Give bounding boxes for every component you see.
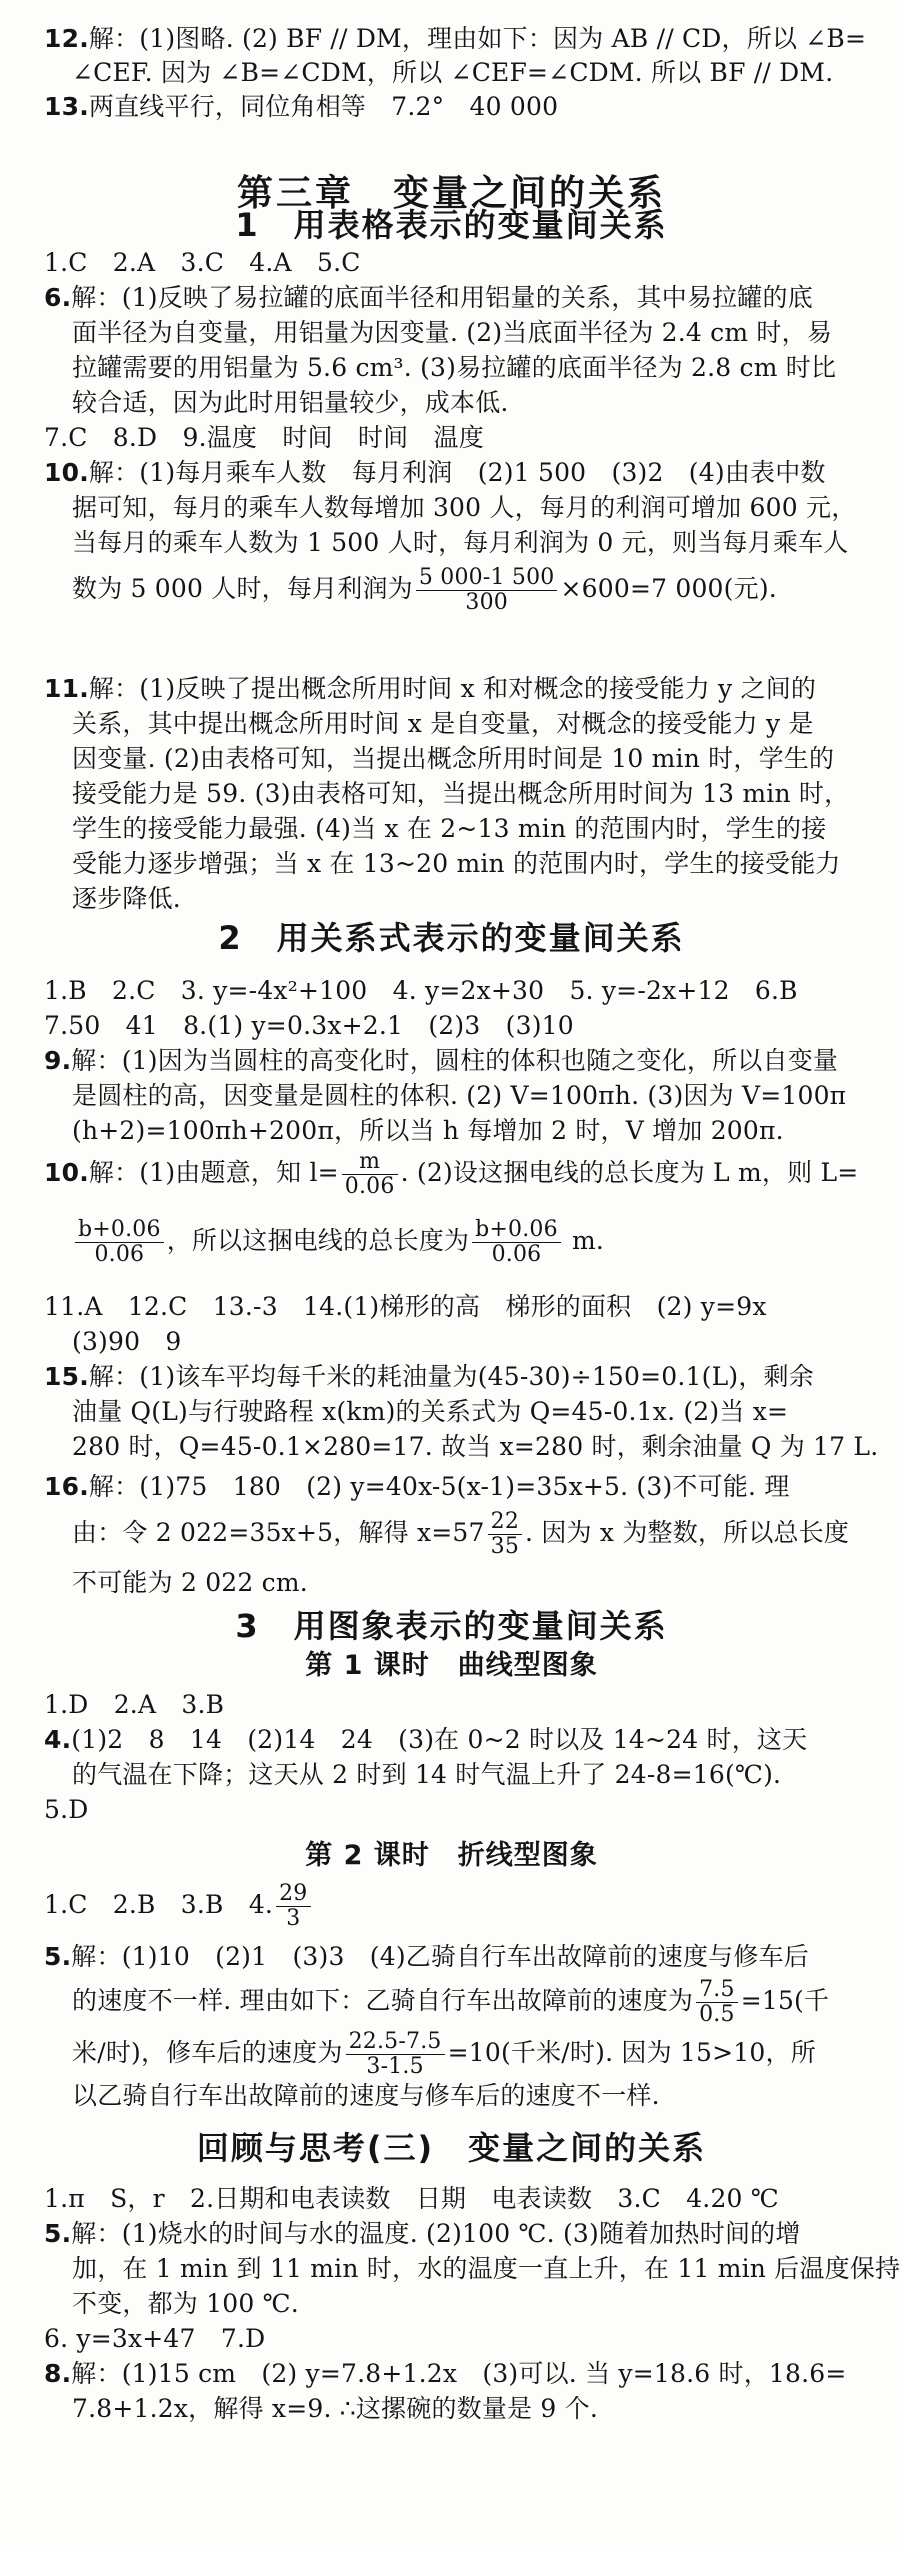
answer-line — [72, 526, 874, 560]
answer-text: 解：(1)反映了提出概念所用时间 x 和对概念的接受能力 y 之间的 — [88, 674, 817, 703]
answer-text: 关系，其中提出概念所用时间 x 是自变量，对概念的接受能力 y 是 — [72, 709, 814, 738]
question-number: 8. — [44, 2359, 72, 2388]
answer-line — [44, 1360, 874, 1394]
answer-text: 不变，都为 100 ℃. — [72, 2289, 299, 2318]
answer-line — [72, 1079, 874, 1113]
fraction-denominator: 0.06 — [344, 1174, 395, 1199]
answer-text: 解：(1)因为当圆柱的高变化时，圆柱的体积也随之变化，所以自变量 — [71, 1046, 839, 1075]
answer-text: 解：(1)图略. (2) BF // DM，理由如下：因为 AB // CD，所以 ∠B= — [88, 24, 867, 53]
answer-line — [72, 1758, 874, 1792]
answer-text: 解：(1)15 cm (2) y=7.8+1.2x (3)可以. 当 y=18.6 时，18.6= — [71, 2359, 847, 2388]
s2-q10-fraction-total — [472, 1218, 561, 1267]
answer-text: 据可知，每月的乘车人数每增加 300 人，每月的利润可增加 600 元， — [72, 493, 857, 522]
fraction-denominator: 0.5 — [699, 2002, 735, 2027]
answer-text: 拉罐需要的用铝量为 5.6 cm³. (3)易拉罐的底面半径为 2.8 cm 时比 — [72, 353, 837, 382]
answer-line — [44, 421, 874, 455]
lesson2-q5-text-post: =15(千 — [740, 1986, 830, 2015]
answer-line — [72, 2392, 874, 2426]
answer-line — [72, 316, 874, 350]
fraction-denominator: 0.06 — [94, 1242, 145, 1267]
chapter-title: 第三章 变量之间的关系 — [236, 173, 666, 214]
q10-fraction-denominator: 300 — [465, 590, 508, 615]
answer-line — [44, 1723, 874, 1757]
lesson2-q5b-text-post: =10(千米/时). 因为 15>10，所 — [447, 2038, 816, 2067]
s2-q16-text-post: . 因为 x 为整数，所以总长度 — [525, 1518, 850, 1547]
answer-line — [44, 974, 874, 1008]
answer-text: (h+2)=100πh+200π，所以当 h 每增加 2 时，V 增加 200π. — [72, 1116, 784, 1145]
answer-line — [44, 1290, 874, 1324]
lesson2-q5b-text-pre: 米/时)，修车后的速度为 — [72, 2038, 343, 2067]
s2-q16-line-2 — [72, 1510, 874, 1559]
s2-q10-text-pre: 解：(1)由题意，知 l= — [88, 1158, 339, 1187]
answer-text: 两直线平行，同位角相等 7.2° 40 000 — [88, 92, 559, 121]
question-number: 12. — [44, 24, 89, 53]
fraction-numerator: b+0.06 — [75, 1218, 164, 1243]
question-number: 5. — [44, 1942, 72, 1971]
question-number: 11. — [44, 674, 89, 703]
q10-text-post: ×600=7 000(元). — [560, 574, 777, 603]
answer-line — [72, 1325, 874, 1359]
answer-text: 解：(1)10 (2)1 (3)3 (4)乙骑自行车出故障前的速度与修车后 — [71, 1942, 809, 1971]
answer-text: 解：(1)烧水的时间与水的温度. (2)100 ℃. (3)随着加热时间的增 — [71, 2219, 801, 2248]
answer-text: 的气温在下降；这天从 2 时到 14 时气温上升了 24-8=16(℃). — [72, 1760, 782, 1789]
answer-text: 1.D 2.A 3.B — [44, 1690, 225, 1719]
lesson-title-1: 第 1 课时 曲线型图象 — [305, 1650, 598, 1681]
fraction-denominator: 0.06 — [491, 1242, 542, 1267]
s2-q10-text-post: . (2)设这捆电线的总长度为 L m，则 L= — [400, 1158, 859, 1187]
fraction-numerator: 7.5 — [696, 1978, 738, 2003]
answer-line — [72, 777, 874, 811]
answer-line — [72, 491, 874, 525]
answer-text: 较合适，因为此时用铝量较少，成本低. — [72, 388, 509, 417]
s2-q10-text-mid: ，所以这捆电线的总长度为 — [166, 1226, 470, 1255]
section-title-2: 2 用关系式表示的变量间关系 — [218, 919, 685, 957]
answer-line — [44, 1688, 874, 1722]
q10-fraction-line — [72, 566, 874, 615]
question-number: 10. — [44, 458, 89, 487]
fraction-numerator: 22 — [488, 1510, 522, 1535]
lesson-title-2: 第 2 课时 折线型图象 — [305, 1840, 598, 1871]
answer-line — [44, 1044, 874, 1078]
answer-text: 280 时，Q=45-0.1×280=17. 故当 x=280 时，剩余油量 Q 为 17 L. — [72, 1432, 879, 1461]
answer-text: 解：(1)75 180 (2) y=40x-5(x-1)=35x+5. (3)不可能. 理 — [88, 1472, 790, 1501]
answer-line — [72, 56, 874, 90]
lesson2-q5-line-2 — [72, 1978, 874, 2027]
section-title-1: 1 用表格表示的变量间关系 — [235, 206, 668, 244]
s2-q16-text-pre: 由：令 2 022=35x+5，解得 x=57 — [72, 1518, 485, 1547]
question-number: 13. — [44, 92, 89, 121]
lesson2-q5-fraction-before — [696, 1978, 738, 2027]
answer-line — [72, 386, 874, 420]
answer-text: 逐步降低. — [72, 884, 181, 913]
answer-text: 解：(1)该车平均每千米的耗油量为(45-30)÷150=0.1(L)，剩余 — [88, 1362, 814, 1391]
question-number: 4. — [44, 1725, 72, 1754]
answer-line — [44, 246, 874, 280]
section-title-3: 3 用图象表示的变量间关系 — [235, 1607, 668, 1645]
answer-line — [44, 2182, 874, 2216]
q10-fraction-numerator: 5 000-1 500 — [416, 566, 558, 591]
s2-q10-line-2 — [72, 1218, 874, 1267]
review-title: 回顾与思考(三) 变量之间的关系 — [196, 2129, 707, 2167]
fraction-numerator: 22.5-7.5 — [346, 2030, 445, 2055]
fraction-denominator: 35 — [490, 1534, 520, 1559]
answer-line — [72, 707, 874, 741]
answer-text: 解：(1)反映了易拉罐的底面半径和用铝量的关系，其中易拉罐的底 — [71, 283, 813, 312]
answer-line — [44, 1793, 874, 1827]
answer-text: 加，在 1 min 到 11 min 时，水的温度一直上升，在 11 min 后温度保持 — [72, 2254, 901, 2283]
answer-text: (1)2 8 14 (2)14 24 (3)在 0~2 时以及 14~24 时，这天 — [71, 1725, 808, 1754]
s2-q16-fraction — [488, 1510, 522, 1559]
question-number: 6. — [44, 283, 72, 312]
answer-text: 1.π S，r 2.日期和电表读数 日期 电表读数 3.C 4.20 ℃ — [44, 2184, 779, 2213]
fraction-numerator: 29 — [276, 1882, 310, 1907]
lesson2-q5-line-3 — [72, 2030, 874, 2079]
answer-text: 面半径为自变量，用铝量为因变量. (2)当底面半径为 2.4 cm 时，易 — [72, 318, 833, 347]
answer-line — [44, 2217, 874, 2251]
answer-text: 不可能为 2 022 cm. — [72, 1568, 308, 1597]
q10-text-pre: 数为 5 000 人时，每月利润为 — [72, 574, 413, 603]
answer-text: 7.8+1.2x，解得 x=9. ∴这摞碗的数量是 9 个. — [72, 2394, 599, 2423]
answer-text: 1.C 2.A 3.C 4.A 5.C — [44, 248, 361, 277]
answer-line — [72, 351, 874, 385]
lesson2-q4-fraction — [276, 1882, 310, 1931]
answer-line — [72, 2287, 874, 2321]
answer-line — [72, 847, 874, 881]
answer-text: 当每月的乘车人数为 1 500 人时，每月利润为 0 元，则当每月乘车人 — [72, 528, 849, 557]
answer-text: 接受能力是 59. (3)由表格可知，当提出概念所用时间为 13 min 时， — [72, 779, 850, 808]
q10-fraction — [416, 566, 558, 615]
question-number: 16. — [44, 1472, 89, 1501]
answer-text: ∠CEF. 因为 ∠B=∠CDM，所以 ∠CEF=∠CDM. 所以 BF // DM. — [72, 58, 834, 87]
question-number: 15. — [44, 1362, 89, 1391]
answer-line — [72, 882, 874, 916]
answer-text: 解：(1)每月乘车人数 每月利润 (2)1 500 (3)2 (4)由表中数 — [88, 458, 826, 487]
answer-line — [44, 1470, 874, 1504]
question-number: 9. — [44, 1046, 72, 1075]
answer-line — [72, 1566, 874, 1600]
answer-line — [44, 1009, 874, 1043]
s2-q10-number: 10. — [44, 1158, 89, 1187]
lesson2-answers-1-4 — [44, 1882, 874, 1931]
answer-line — [72, 812, 874, 846]
s2-q10-fraction-l — [342, 1150, 398, 1199]
answer-line — [44, 281, 874, 315]
answer-line — [72, 2252, 901, 2286]
fraction-numerator: b+0.06 — [472, 1218, 561, 1243]
fraction-denominator: 3 — [286, 1906, 301, 1931]
answer-text: 以乙骑自行车出故障前的速度与修车后的速度不一样. — [72, 2081, 660, 2110]
answer-text: 油量 Q(L)与行驶路程 x(km)的关系式为 Q=45-0.1x. (2)当 x= — [72, 1397, 789, 1426]
answer-line — [44, 2322, 874, 2356]
question-number: 5. — [44, 2219, 72, 2248]
answer-text: 5.D — [44, 1795, 89, 1824]
s2-q10-fraction-L — [75, 1218, 164, 1267]
lesson2-q5-fraction-after — [346, 2030, 445, 2079]
s2-q10-line-1 — [44, 1150, 874, 1199]
answer-line — [72, 1395, 874, 1429]
answer-text: (3)90 9 — [72, 1327, 182, 1356]
answer-line — [44, 456, 874, 490]
answer-line — [72, 2079, 874, 2113]
answer-text: 7.50 41 8.(1) y=0.3x+2.1 (2)3 (3)10 — [44, 1011, 574, 1040]
answer-line — [72, 742, 874, 776]
answer-text: 因变量. (2)由表格可知，当提出概念所用时间是 10 min 时，学生的 — [72, 744, 835, 773]
answer-line — [44, 1940, 874, 1974]
answer-line — [72, 1430, 879, 1464]
lesson2-text: 1.C 2.B 3.B 4. — [44, 1890, 274, 1919]
s2-q10-text-post2: m. — [563, 1226, 605, 1255]
answer-line — [44, 90, 874, 124]
lesson2-q5-text-pre: 的速度不一样. 理由如下：乙骑自行车出故障前的速度为 — [72, 1986, 694, 2015]
answer-text: 学生的接受能力最强. (4)当 x 在 2~13 min 的范围内时，学生的接 — [72, 814, 827, 843]
answer-text: 1.B 2.C 3. y=-4x²+100 4. y=2x+30 5. y=-2x+12 6.B — [44, 976, 798, 1005]
answer-text: 6. y=3x+47 7.D — [44, 2324, 266, 2353]
fraction-numerator: m — [342, 1150, 398, 1175]
answer-text: 11.A 12.C 13.-3 14.(1)梯形的高 梯形的面积 (2) y=9x — [44, 1292, 767, 1321]
answer-line — [44, 2357, 874, 2391]
fraction-denominator: 3-1.5 — [366, 2054, 424, 2079]
answer-text: 7.C 8.D 9.温度 时间 时间 温度 — [44, 423, 484, 452]
answer-text: 是圆柱的高，因变量是圆柱的体积. (2) V=100πh. (3)因为 V=100π — [72, 1081, 847, 1110]
answer-line — [72, 1114, 874, 1148]
answer-line — [44, 22, 874, 56]
answer-text: 受能力逐步增强；当 x 在 13~20 min 的范围内时，学生的接受能力 — [72, 849, 841, 878]
answer-line — [44, 672, 874, 706]
